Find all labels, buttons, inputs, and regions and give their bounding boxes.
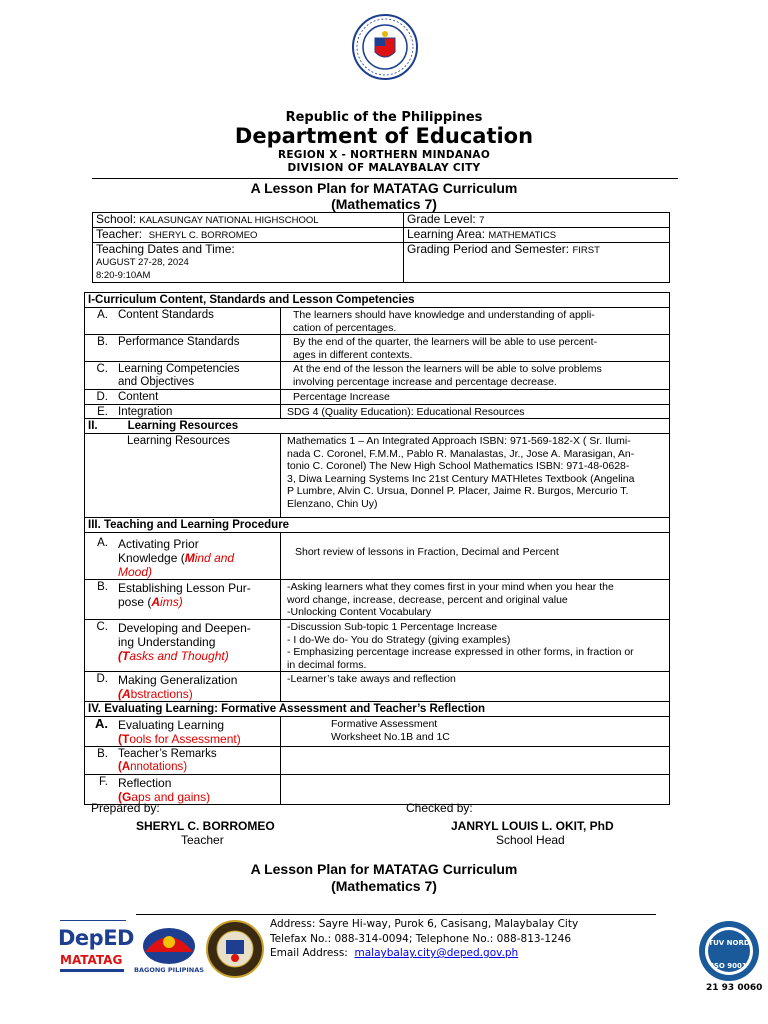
prepared-by-name: SHERYL C. BORROMEO	[136, 819, 275, 833]
footer-email-row	[270, 947, 518, 959]
repeat-title: A Lesson Plan for MATATAG Curriculum	[250, 861, 518, 877]
email-label: Email Address:	[270, 947, 348, 959]
grade-cell: Grade Level: 7	[404, 213, 670, 228]
section4-row-b: B. Teacher’s Remarks (Annotations)	[85, 747, 670, 775]
section1-row-c: C. Learning Competencies and Objectives At the end of the lesson the learners will be able to solve problems involving percentage increase and percentage decrease.	[85, 362, 670, 390]
section3-header: III. Teaching and Learning Procedure	[85, 518, 670, 533]
section1-row-e: E. Integration SDG 4 (Quality Education): Educational Resources	[85, 404, 670, 419]
lesson-plan-subtitle: (Mathematics 7)	[331, 196, 437, 212]
dates-cell: Teaching Dates and Time: AUGUST 27-28, 2024 8:20-9:10AM	[93, 243, 404, 283]
department-heading: Department of Education	[234, 124, 534, 148]
lesson-table	[84, 292, 670, 805]
email-link[interactable]: malaybalay.city@deped.gov.ph	[354, 947, 519, 959]
section1-row-b: B. Performance Standards By the end of the quarter, the learners will be able to use percent- ages in different contexts.	[85, 335, 670, 362]
prepared-by-role: Teacher	[181, 833, 224, 847]
deped-logo: DepED	[58, 926, 134, 950]
footer-address: Address: Sayre Hi-way, Purok 6, Casisang, Malaybalay City	[270, 918, 579, 930]
school-cell: School: KALASUNGAY NATIONAL HIGHSCHOOL	[93, 213, 404, 228]
section2-header: II. Learning Resources	[85, 419, 670, 434]
matatag-underline	[60, 969, 124, 972]
area-cell: Learning Area: MATHEMATICS	[404, 228, 670, 243]
checked-by-role: School Head	[496, 833, 565, 847]
division-heading: DIVISION OF MALAYBALAY CITY	[287, 162, 481, 174]
teacher-cell: Teacher: SHERYL C. BORROMEO	[93, 228, 404, 243]
section1-row-d: D. Content Percentage Increase	[85, 390, 670, 405]
info-table	[92, 212, 670, 283]
matatag-logo: MATATAG	[60, 953, 123, 967]
iso-text: ISO 9001	[711, 962, 747, 970]
republic-heading: Republic of the Philippines	[285, 110, 483, 125]
deped-logo-line	[60, 920, 126, 921]
section4-header: IV. Evaluating Learning: Formative Assessment and Teacher’s Reflection	[85, 702, 670, 717]
region-heading: REGION X - NORTHERN MINDANAO	[277, 149, 491, 161]
lesson-plan-title: A Lesson Plan for MATATAG Curriculum	[250, 180, 518, 196]
division-seal	[202, 920, 268, 978]
footer-phone: Telefax No.: 088-314-0094; Telephone No.: 088-813-1246	[270, 933, 572, 945]
repeat-subtitle: (Mathematics 7)	[331, 878, 437, 894]
section3-row-c: C. Developing and Deepen- ing Understanding (Tasks and Thought) -Discussion Sub-topic 1 Percentage Increase - I do-We do- You do Strategy (giving examples) - Emphasizing percentage increase expressed in other forms, in fraction or in decimal forms.	[85, 620, 670, 672]
bagong-pilipinas-text: BAGONG PILIPINAS	[134, 966, 204, 974]
period-cell: Grading Period and Semester: FIRST	[404, 243, 670, 283]
cert-number: 21 93 0060	[706, 983, 763, 993]
checked-by-name: JANRYL LOUIS L. OKIT, PhD	[451, 819, 614, 833]
section3-row-d: D. Making Generalization (Abstractions) -Learner’s take aways and reflection	[85, 672, 670, 702]
bagong-pilipinas-logo	[140, 922, 198, 966]
checked-by-label: Checked by:	[406, 801, 473, 815]
deped-seal	[352, 14, 418, 80]
section1-header: I-Curriculum Content, Standards and Lesson Competencies	[85, 293, 670, 308]
section3-row-a: A. Activating Prior Knowledge (Mind and Mood) Short review of lessons in Fraction, Decimal and Percent	[85, 533, 670, 580]
section4-row-a: A. Evaluating Learning (Tools for Assessment) Formative Assessment Worksheet No.1B and 1C	[85, 717, 670, 747]
section3-row-b: B. Establishing Lesson Pur- pose (Aims) -Asking learners what they comes first in your mind when you hear the word change, increase, decrease, percent and original value -Unlocking Content Vocabulary	[85, 580, 670, 620]
section2-row: Learning Resources Mathematics 1 – An Integrated Approach ISBN: 971-569-182-X ( Sr. Ilumi- nada C. Coronel, F.M.M., Pablo R. Manalastas, Jr., Jose A. Marasigan, An- tonio C. Coronel) The New High School Mathematics ISBN: 971-48-0628- 3, Diwa Learning Systems Inc 21st Century MATHletes Textbook (Angelina P Lumbre, Alvin C. Ursua, Donnel P. Placer, Jaime R. Burgos, Mercurio T. Elenzano, Chin Uy)	[85, 434, 670, 518]
footer-divider	[136, 914, 656, 915]
section1-row-a: A. Content Standards The learners should have knowledge and understanding of appli- cation of percentages.	[85, 308, 670, 335]
section4-row-f: F. Reflection (Gaps and gains)	[85, 775, 670, 805]
tuv-text: TUV NORD	[708, 939, 750, 947]
header-divider	[92, 178, 678, 179]
tuv-iso-badge	[694, 920, 764, 982]
prepared-by-label: Prepared by:	[91, 801, 160, 815]
